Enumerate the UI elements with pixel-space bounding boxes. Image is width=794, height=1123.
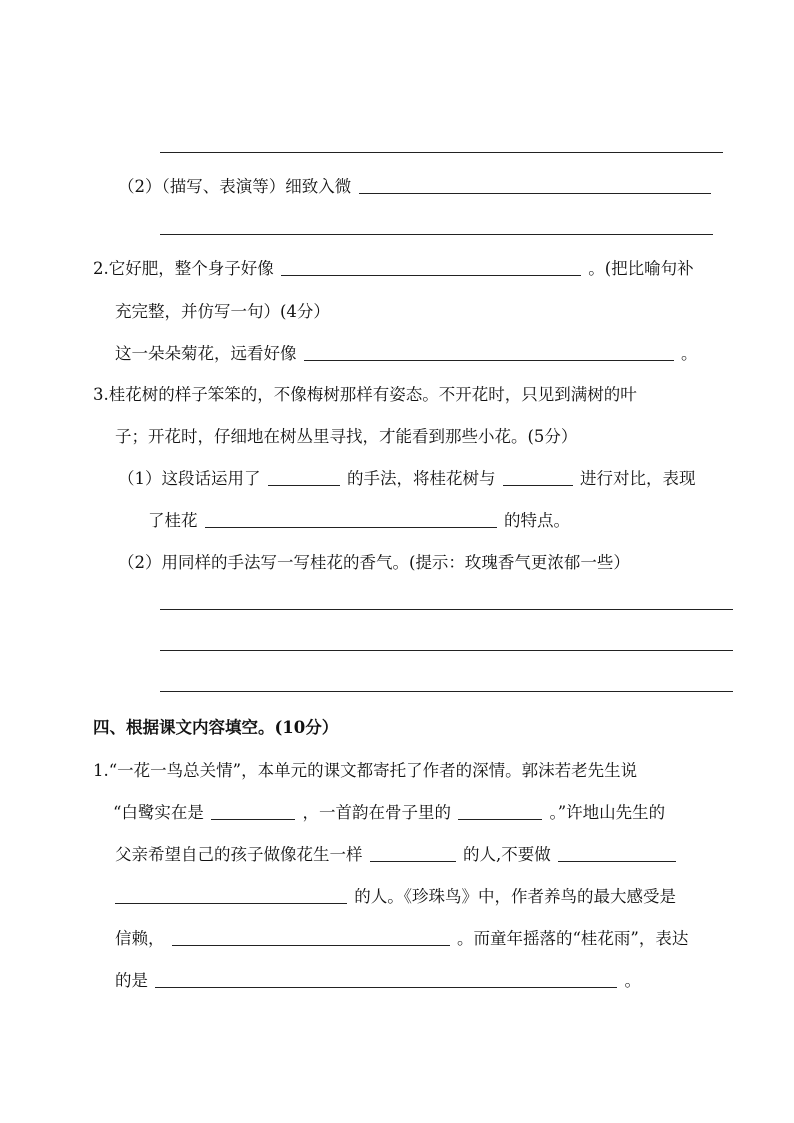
q4-line5-a: 信赖， xyxy=(115,929,165,948)
section-4-question-1-line-3 xyxy=(115,843,678,867)
q4-line4-a: 的人。《珍珠鸟》中，作者养鸟的最大感受是 xyxy=(354,887,676,906)
q3-sub1-text-a: （1）这段话运用了 xyxy=(118,469,261,488)
question-3-sub-1-line-1 xyxy=(118,467,696,491)
q1-sub2-prefix: （2）（描写、表演等）细致入微 xyxy=(118,177,352,196)
q4-line2-b: ，一首韵在骨子里的 xyxy=(302,803,451,822)
q4-line6-a: 的是 xyxy=(115,971,148,990)
q4-line3-b: 的人,不要做 xyxy=(463,845,551,864)
question-3-line-1: 3.桂花树的样子笨笨的，不像梅树那样有姿态。不开花时，只见到满树的叶 xyxy=(93,385,637,404)
q2-text: 2.它好肥，整个身子好像 xyxy=(93,259,274,278)
section-4-heading: 四、根据课文内容填空。(10分） xyxy=(93,718,339,737)
question-3-line-2: 子；开花时，仔细地在树丛里寻找，才能看到那些小花。(5分） xyxy=(115,427,578,446)
answer-blank[interactable] xyxy=(155,969,617,988)
q2-text-end: 。(把比喻句补 xyxy=(588,259,694,278)
q2-line3-text: 这一朵朵菊花，远看好像 xyxy=(115,344,297,363)
q4-line2-a: “白鹭实在是 xyxy=(113,803,204,822)
answer-blank[interactable] xyxy=(359,175,711,194)
q4-line2-c: 。”许地山先生的 xyxy=(549,803,666,822)
q3-sub1-text-d: 了桂花 xyxy=(148,511,198,530)
section-4-question-1-line-6 xyxy=(115,969,641,993)
question-1-sub-2 xyxy=(118,175,713,199)
answer-blank[interactable] xyxy=(370,843,456,862)
answer-blank[interactable] xyxy=(304,342,674,361)
question-2-line-1 xyxy=(93,257,694,281)
q4-line5-b: 。而童年摇落的“桂花雨”，表达 xyxy=(457,929,689,948)
q4-line3-a: 父亲希望自己的孩子做像花生一样 xyxy=(115,845,363,864)
q2-line3-end: 。 xyxy=(681,344,698,363)
answer-line[interactable] xyxy=(160,650,733,651)
answer-line[interactable] xyxy=(160,234,713,235)
section-4-question-1-line-2 xyxy=(113,801,665,825)
answer-blank[interactable] xyxy=(205,509,497,528)
question-2-line-3 xyxy=(115,342,698,366)
answer-blank[interactable] xyxy=(558,843,676,862)
question-3-sub-1-line-2 xyxy=(148,509,570,533)
q3-sub1-text-b: 的手法，将桂花树与 xyxy=(347,469,496,488)
answer-blank[interactable] xyxy=(503,467,573,486)
answer-blank[interactable] xyxy=(211,801,295,820)
answer-blank[interactable] xyxy=(268,467,340,486)
answer-blank[interactable] xyxy=(115,885,347,904)
q4-line6-b: 。 xyxy=(624,971,641,990)
section-4-question-1-line-4 xyxy=(115,885,676,909)
q3-sub1-text-c: 进行对比，表现 xyxy=(580,469,696,488)
q3-sub1-text-e: 的特点。 xyxy=(504,511,570,530)
answer-blank[interactable] xyxy=(172,927,450,946)
section-4-question-1-line-5 xyxy=(115,927,688,951)
answer-blank[interactable] xyxy=(458,801,542,820)
answer-line[interactable] xyxy=(160,691,733,692)
answer-line[interactable] xyxy=(160,152,723,153)
answer-blank[interactable] xyxy=(281,257,581,276)
question-2-line-2: 充完整，并仿写一句）(4分） xyxy=(115,302,330,321)
question-3-sub-2: （2）用同样的手法写一写桂花的香气。(提示：玫瑰香气更浓郁一些） xyxy=(118,553,630,572)
section-4-question-1-line-1: 1.“一花一鸟总关情”，本单元的课文都寄托了作者的深情。郭沫若老先生说 xyxy=(93,761,638,780)
answer-line[interactable] xyxy=(160,609,733,610)
